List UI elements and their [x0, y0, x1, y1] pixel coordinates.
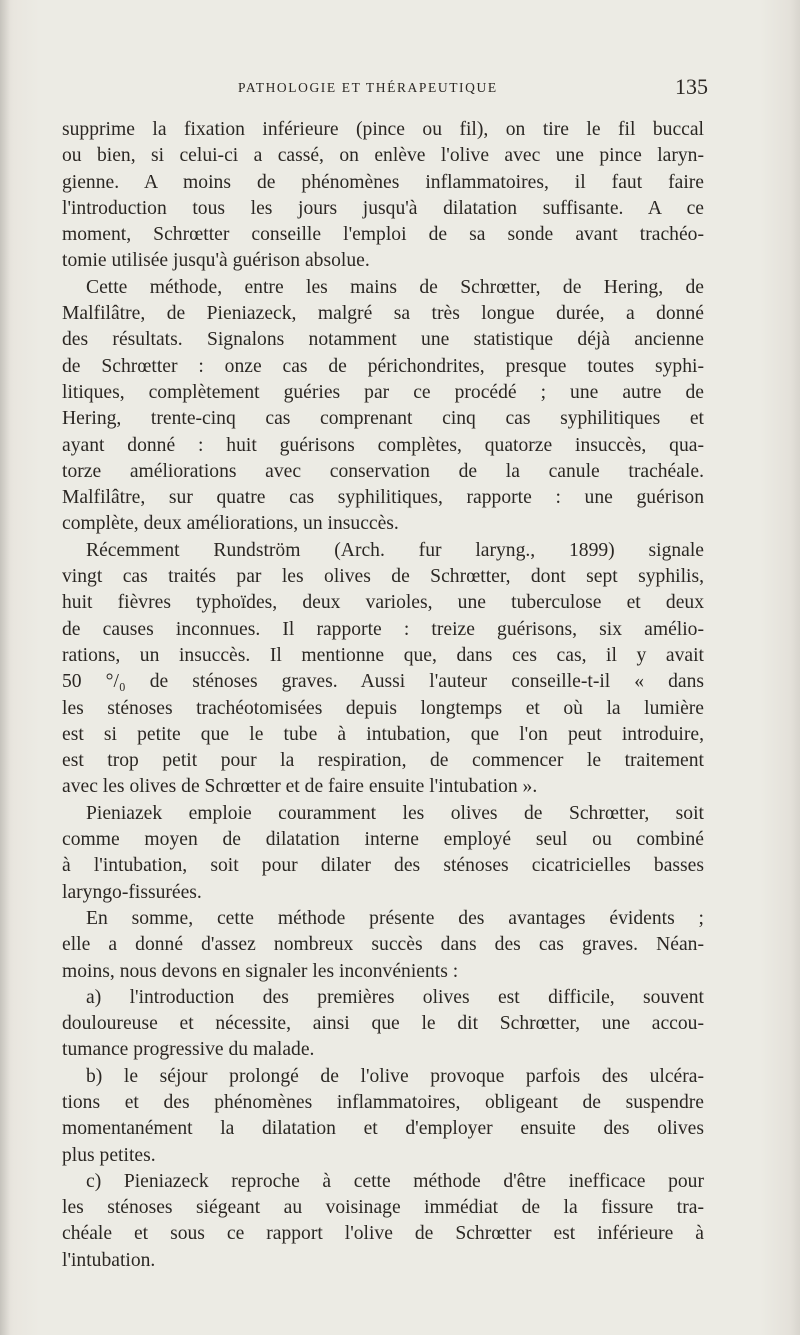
text-line: En somme, cette méthode présente des avantages évidents ;	[86, 907, 704, 929]
text-line: ou bien, si celui-ci a cassé, on enlève l'olive avec une pince laryn-	[62, 145, 704, 167]
page-number: 135	[675, 74, 708, 99]
text-line: supprime la fixation inférieure (pince ou fil), on tire le fil buccal	[62, 119, 704, 140]
text-line: à l'intubation, soit pour dilater des sténoses cicatricielles basses	[62, 855, 704, 877]
text-line: est si petite que le tube à intubation, que l'on peut introduire,	[62, 723, 704, 745]
text-line: de Schrœtter : onze cas de périchondrites, presque toutes syphi-	[62, 355, 704, 377]
page-header	[238, 76, 708, 102]
text-line: vingt cas traités par les olives de Schrœtter, dont sept syphilis,	[62, 566, 704, 588]
text-line: a) l'introduction des premières olives est difficile, souvent	[86, 986, 704, 1008]
text-line: de causes inconnues. Il rapporte : treize guérisons, six amélio-	[62, 618, 704, 640]
text-line: huit fièvres typhoïdes, deux varioles, une tuberculose et deux	[62, 592, 704, 614]
text-line: complète, deux améliorations, un insuccès.	[62, 513, 399, 535]
text-line: tumance progressive du malade.	[62, 1039, 315, 1061]
page-spine-shadow	[0, 0, 10, 1335]
text-line: avec les olives de Schrœtter et de faire ensuite l'intubation ».	[62, 776, 538, 798]
text-line: moment, Schrœtter conseille l'emploi de sa sonde avant trachéo-	[62, 224, 704, 246]
text-line: plus petites.	[62, 1144, 156, 1166]
text-line: l'intubation.	[62, 1249, 156, 1271]
text-line: moins, nous devons en signaler les inconvénients :	[62, 960, 459, 982]
text-line: laryngo-fissurées.	[62, 881, 202, 903]
text-line: les sténoses trachéotomisées depuis longtemps et où la lumière	[62, 697, 704, 719]
text-line: gienne. A moins de phénomènes inflammatoires, il faut faire	[62, 171, 704, 193]
text-line: torze améliorations avec conservation de la canule trachéale.	[62, 460, 704, 482]
text-line: Cette méthode, entre les mains de Schrœtter, de Hering, de	[86, 276, 704, 298]
text-line: momentanément la dilatation et d'employer ensuite des olives	[62, 1118, 704, 1140]
text-line: 50 °/₀ de sténoses graves. Aussi l'auteur conseille-t-il « dans	[62, 671, 704, 693]
text-line: des résultats. Signalons notamment une statistique déjà ancienne	[62, 329, 704, 351]
text-line: ayant donné : huit guérisons complètes, quatorze insuccès, qua-	[62, 434, 704, 456]
text-line: est trop petit pour la respiration, de commencer le traitement	[62, 750, 704, 772]
text-line: tions et des phénomènes inflammatoires, obligeant de suspendre	[62, 1091, 704, 1113]
text-line: tomie utilisée jusqu'à guérison absolue.	[62, 250, 370, 272]
text-line: les sténoses siégeant au voisinage immédiat de la fissure tra-	[62, 1197, 704, 1219]
text-line: l'introduction tous les jours jusqu'à dilatation suffisante. A ce	[62, 197, 704, 219]
body-text	[62, 117, 704, 1274]
text-line: Malfilâtre, sur quatre cas syphilitiques, rapporte : une guérison	[62, 487, 704, 509]
text-line: Récemment Rundström (Arch. fur laryng., 1899) signale	[86, 539, 704, 561]
text-line: elle a donné d'assez nombreux succès dans des cas graves. Néan-	[62, 934, 704, 956]
running-head: PATHOLOGIE ET THÉRAPEUTIQUE	[238, 80, 498, 95]
text-line: rations, un insuccès. Il mentionne que, dans ces cas, il y avait	[62, 644, 704, 666]
text-line: douloureuse et nécessite, ainsi que le dit Schrœtter, une accou-	[62, 1013, 704, 1035]
text-line: chéale et sous ce rapport l'olive de Schrœtter est inférieure à	[62, 1223, 704, 1245]
text-line: Pieniazek emploie couramment les olives de Schrœtter, soit	[86, 802, 704, 824]
text-line: c) Pieniazeck reproche à cette méthode d'être inefficace pour	[86, 1170, 704, 1192]
text-line: Malfilâtre, de Pieniazeck, malgré sa très longue durée, a donné	[62, 303, 704, 325]
text-line: b) le séjour prolongé de l'olive provoque parfois des ulcéra-	[86, 1065, 704, 1087]
text-line: Hering, trente-cinq cas comprenant cinq cas syphilitiques et	[62, 408, 704, 430]
text-line: litiques, complètement guéries par ce procédé ; une autre de	[62, 381, 704, 403]
text-line: comme moyen de dilatation interne employé seul ou combiné	[62, 829, 704, 851]
